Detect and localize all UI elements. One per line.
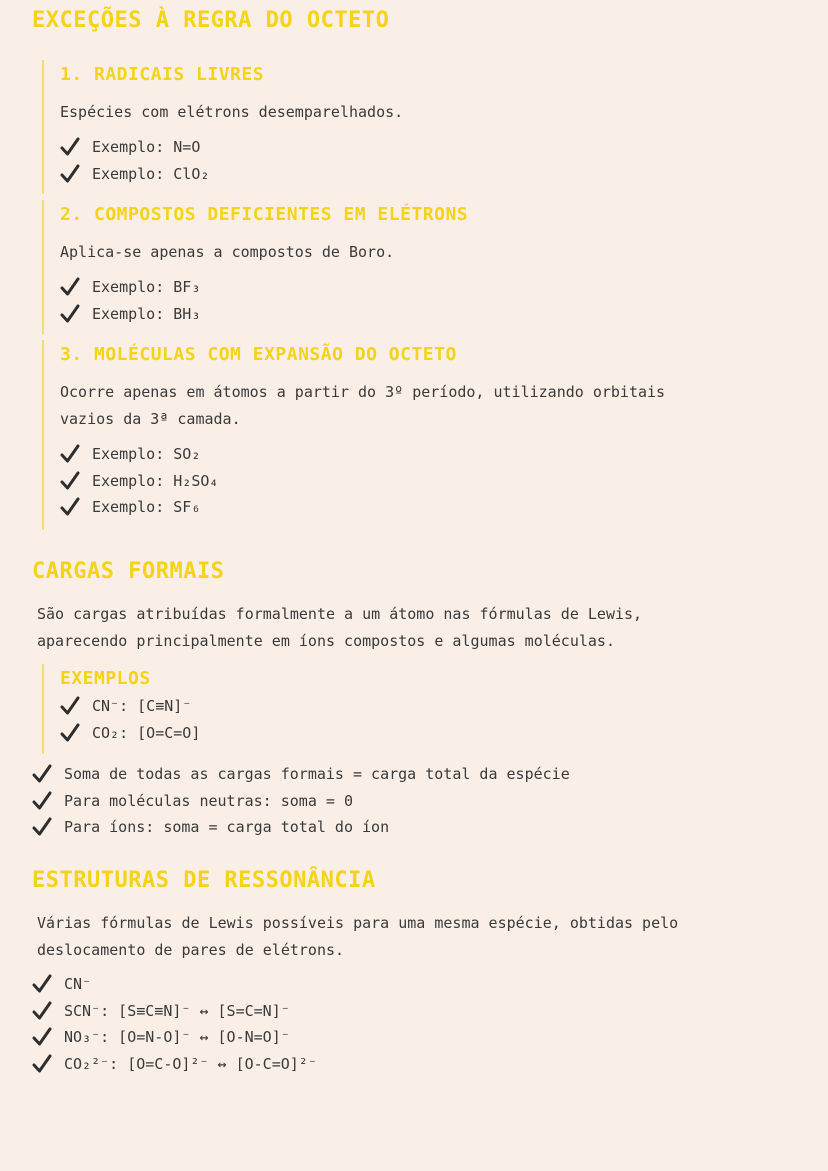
description-line: deslocamento de pares de elétrons.: [37, 941, 345, 959]
ressonancia-description: [37, 910, 797, 964]
list-item: [60, 134, 802, 161]
section-description: Aplica-se apenas a compostos de Boro.: [60, 243, 395, 261]
item-text: CN⁻: [64, 975, 92, 994]
list-item: [32, 1051, 317, 1078]
checkmark-icon: [32, 791, 52, 811]
list-item: [32, 788, 570, 815]
section-radicais-livres: [42, 60, 802, 194]
list-item: [32, 1024, 317, 1051]
cargas-formais-heading: CARGAS FORMAIS: [32, 559, 225, 584]
exemplos-box: [42, 664, 802, 754]
checkmark-icon: [32, 1001, 52, 1021]
checkmark-icon: [60, 471, 80, 491]
section-heading: 1. RADICAIS LIVRES: [60, 64, 265, 85]
section-expansao-octeto: [42, 340, 802, 530]
example-list: [60, 441, 802, 521]
section-description: Espécies com elétrons desemparelhados.: [60, 103, 404, 121]
checkmark-icon: [60, 444, 80, 464]
list-item: [60, 274, 802, 301]
ressonancia-list: [32, 971, 317, 1077]
item-text: CO₂: [O=C=O]: [92, 723, 201, 742]
list-item: [60, 468, 802, 495]
list-item: [32, 761, 570, 788]
list-item: [60, 301, 802, 328]
example-list: [60, 134, 802, 187]
page-title: EXCEÇÕES À REGRA DO OCTETO: [32, 8, 390, 33]
section-heading: 3. MOLÉCULAS COM EXPANSÃO DO OCTETO: [60, 344, 457, 365]
checkmark-icon: [32, 974, 52, 994]
cargas-rules-list: [32, 761, 570, 841]
checkmark-icon: [60, 304, 80, 324]
checkmark-icon: [60, 137, 80, 157]
item-text: Exemplo: SF₆: [92, 498, 201, 517]
ressonancia-heading: ESTRUTURAS DE RESSONÂNCIA: [32, 868, 376, 893]
section-heading: 2. COMPOSTOS DEFICIENTES EM ELÉTRONS: [60, 204, 469, 225]
section-compostos-deficientes: [42, 200, 802, 334]
list-item: [32, 814, 570, 841]
exemplos-heading: EXEMPLOS: [60, 668, 151, 689]
section-description-line: Ocorre apenas em átomos a partir do 3º período, utilizando orbitais: [60, 383, 666, 401]
list-item: [60, 441, 802, 468]
checkmark-icon: [32, 817, 52, 837]
item-text: Exemplo: H₂SO₄: [92, 471, 219, 490]
item-text: Para íons: soma = carga total do íon: [64, 818, 390, 837]
checkmark-icon: [60, 277, 80, 297]
list-item: [32, 998, 317, 1025]
checkmark-icon: [60, 164, 80, 184]
checkmark-icon: [60, 723, 80, 743]
item-text: Exemplo: N=O: [92, 138, 201, 157]
cargas-description: [37, 601, 797, 655]
item-text: CN⁻: [C≡N]⁻: [92, 697, 192, 716]
example-list: [60, 274, 802, 327]
list-item: [32, 971, 317, 998]
example-list: [60, 693, 802, 746]
list-item: [60, 161, 802, 188]
item-text: Exemplo: BH₃: [92, 304, 201, 323]
checkmark-icon: [60, 696, 80, 716]
item-text: CO₂²⁻: [O=C-O]²⁻ ↔ [O-C=O]²⁻: [64, 1054, 317, 1073]
item-text: NO₃⁻: [O=N-O]⁻ ↔ [O-N=O]⁻: [64, 1028, 290, 1047]
item-text: Exemplo: SO₂: [92, 445, 201, 464]
description-line: aparecendo principalmente em íons compostos e algumas moléculas.: [37, 632, 615, 650]
section-description-line: vazios da 3ª camada.: [60, 410, 241, 428]
item-text: Exemplo: ClO₂: [92, 164, 210, 183]
list-item: [60, 720, 802, 747]
item-text: SCN⁻: [S≡C≡N]⁻ ↔ [S=C=N]⁻: [64, 1001, 290, 1020]
item-text: Para moléculas neutras: soma = 0: [64, 791, 353, 810]
checkmark-icon: [32, 764, 52, 784]
checkmark-icon: [32, 1054, 52, 1074]
list-item: [60, 693, 802, 720]
item-text: Exemplo: BF₃: [92, 278, 201, 297]
checkmark-icon: [32, 1027, 52, 1047]
list-item: [60, 494, 802, 521]
checkmark-icon: [60, 497, 80, 517]
description-line: Várias fórmulas de Lewis possíveis para uma mesma espécie, obtidas pelo: [37, 914, 679, 932]
item-text: Soma de todas as cargas formais = carga total da espécie: [64, 765, 570, 784]
description-line: São cargas atribuídas formalmente a um átomo nas fórmulas de Lewis,: [37, 605, 643, 623]
